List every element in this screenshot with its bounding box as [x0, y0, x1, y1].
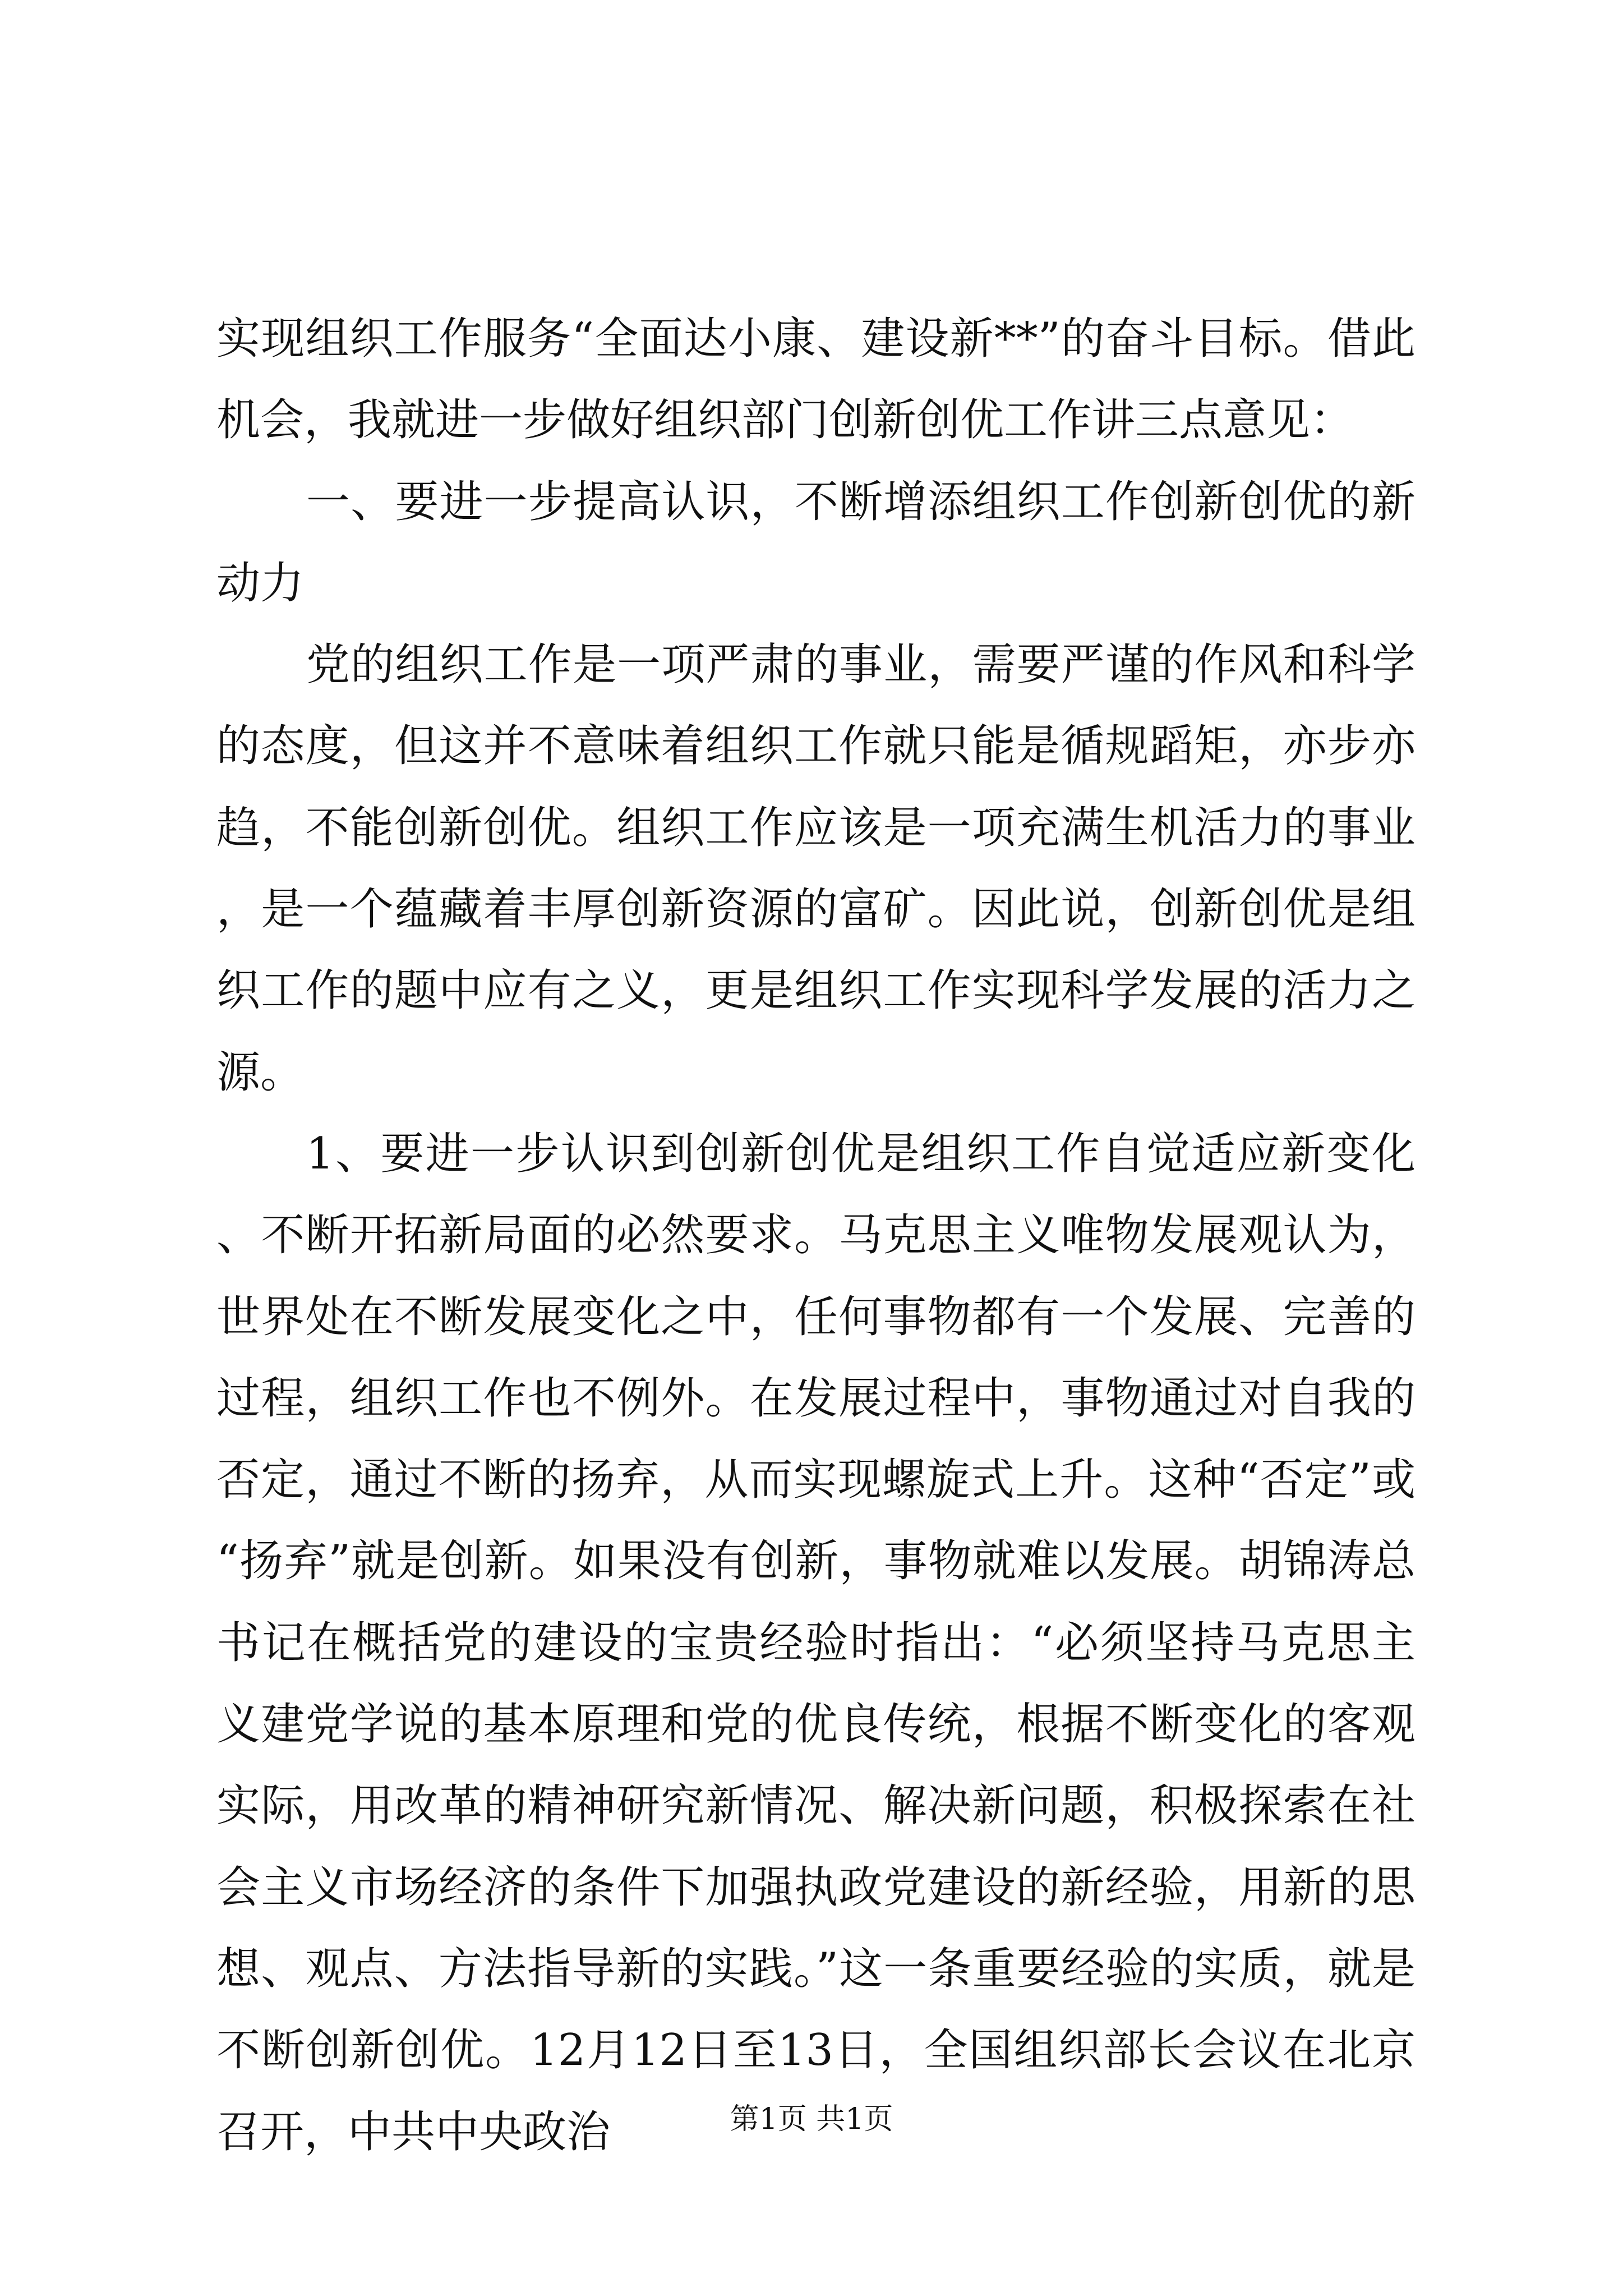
- paragraph: 党的组织工作是一项严肃的事业，需要严谨的作风和科学的态度，但这并不意味着组织工作就只能是循规蹈矩，亦步亦趋，不能创新创优。组织工作应该是一项充满生机活力的事业，是一个蕴藏着丰厚创新资源的富矿。因此说，创新创优是组织工作的题中应有之义，更是组织工作实现科学发展的活力之源。: [216, 639, 1415, 1098]
- paragraph: 1、要进一步认识到创新创优是组织工作自觉适应新变化、不断开拓新局面的必然要求。马克思主义唯物发展观认为，世界处在不断发展变化之中，任何事物都有一个发展、完善的过程，组织工作也不例外。在发展过程中，事物通过对自我的否定，通过不断的扬弃，从而实现螺旋式上升。这种“否定”或“扬弃”就是创新。如果没有创新，事物就难以发展。胡锦涛总书记在概括党的建设的宝贵经验时指出：“必须坚持马克思主义建党学说的基本原理和党的优良传统，根据不断变化的客观实际，用改革的精神研究新情况、解决新问题，积极探索在社会主义市场经济的条件下加强执政党建设的新经验，用新的思想、观点、方法指导新的实践。”这一条重要经验的实质，就是不断创新创优。12月12日至13日，全国组织部长会议在北京召开，中共中央政治: [216, 1128, 1415, 2157]
- paragraph-continuation: 实现组织工作服务“全面达小康、建设新**”的奋斗目标。借此机会，我就进一步做好组织部门创新创优工作讲三点意见：: [216, 314, 1415, 446]
- page-footer: 第1页 共1页: [730, 2102, 893, 2136]
- document-body: [216, 298, 1415, 2173]
- section-heading: 一、要进一步提高认识，不断增添组织工作创新创优的新动力: [216, 476, 1415, 609]
